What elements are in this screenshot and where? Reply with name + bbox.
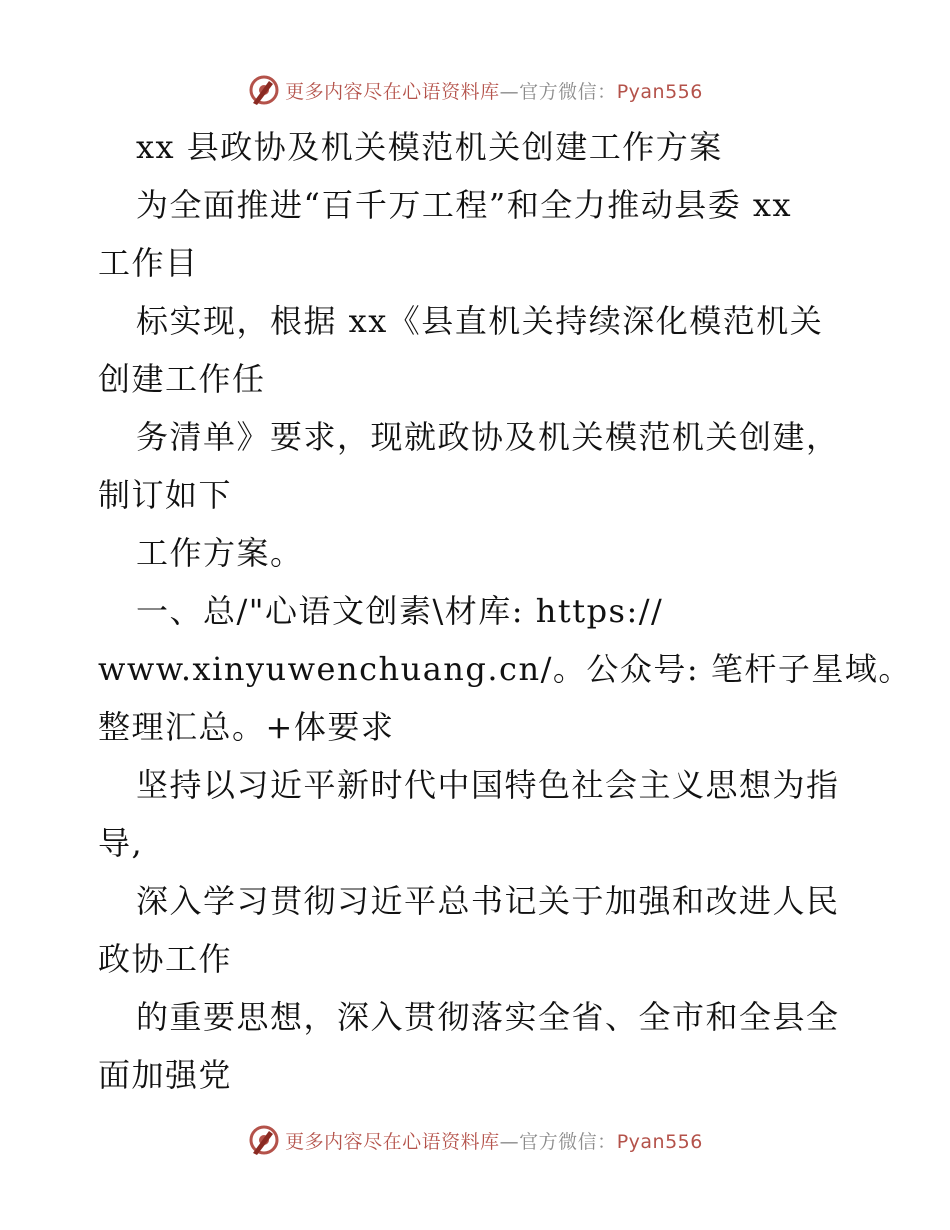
paragraph-line: 整理汇总。+体要求 xyxy=(98,708,395,746)
footer-watermark-banner xyxy=(0,1120,950,1160)
section-heading-line: 一、总/"心语文创素\材库: https:// xyxy=(136,592,664,630)
footer-watermark-text xyxy=(285,1127,703,1154)
paragraph-line: 导, xyxy=(98,824,144,862)
paragraph-line: 工作目 xyxy=(98,244,199,282)
paragraph-line: 政协工作 xyxy=(98,940,233,978)
paragraph-line: 深入学习贯彻习近平总书记关于加强和改进人民 xyxy=(136,882,840,920)
header-watermark-banner xyxy=(0,70,950,110)
header-watermark-text xyxy=(285,77,703,104)
footer-watermark-gray-text: —官方微信： xyxy=(499,1130,617,1153)
header-watermark-gray-text: —官方微信： xyxy=(499,80,617,103)
paragraph-line: 坚持以习近平新时代中国特色社会主义思想为指 xyxy=(136,766,840,804)
paragraph-line: 创建工作任 xyxy=(98,360,266,398)
document-title: xx 县政协及机关模范机关创建工作方案 xyxy=(136,128,723,166)
footer-watermark-id: Pyan556 xyxy=(616,1130,703,1153)
pen-logo-icon xyxy=(247,73,281,107)
document-body xyxy=(98,118,912,1104)
paragraph-line: 为全面推进“百千万工程”和全力推动县委 xx xyxy=(136,186,792,224)
paragraph-line: www.xinyuwenchuang.cn/。公众号: 笔杆子星域。 xyxy=(98,650,912,688)
footer-watermark-red-text: 更多内容尽在心语资料库 xyxy=(285,1130,500,1153)
paragraph-line: 制订如下 xyxy=(98,476,233,514)
paragraph-line: 面加强党 xyxy=(98,1056,233,1094)
pen-logo-icon xyxy=(247,1123,281,1157)
paragraph-line: 工作方案。 xyxy=(136,534,304,572)
paragraph-line: 务清单》要求，现就政协及机关模范机关创建， xyxy=(136,418,840,456)
header-watermark-red-text: 更多内容尽在心语资料库 xyxy=(285,80,500,103)
paragraph-line: 的重要思想，深入贯彻落实全省、全市和全县全 xyxy=(136,998,840,1036)
header-watermark-id: Pyan556 xyxy=(616,80,703,103)
paragraph-line: 标实现，根据 xx《县直机关持续深化模范机关 xyxy=(136,302,824,340)
